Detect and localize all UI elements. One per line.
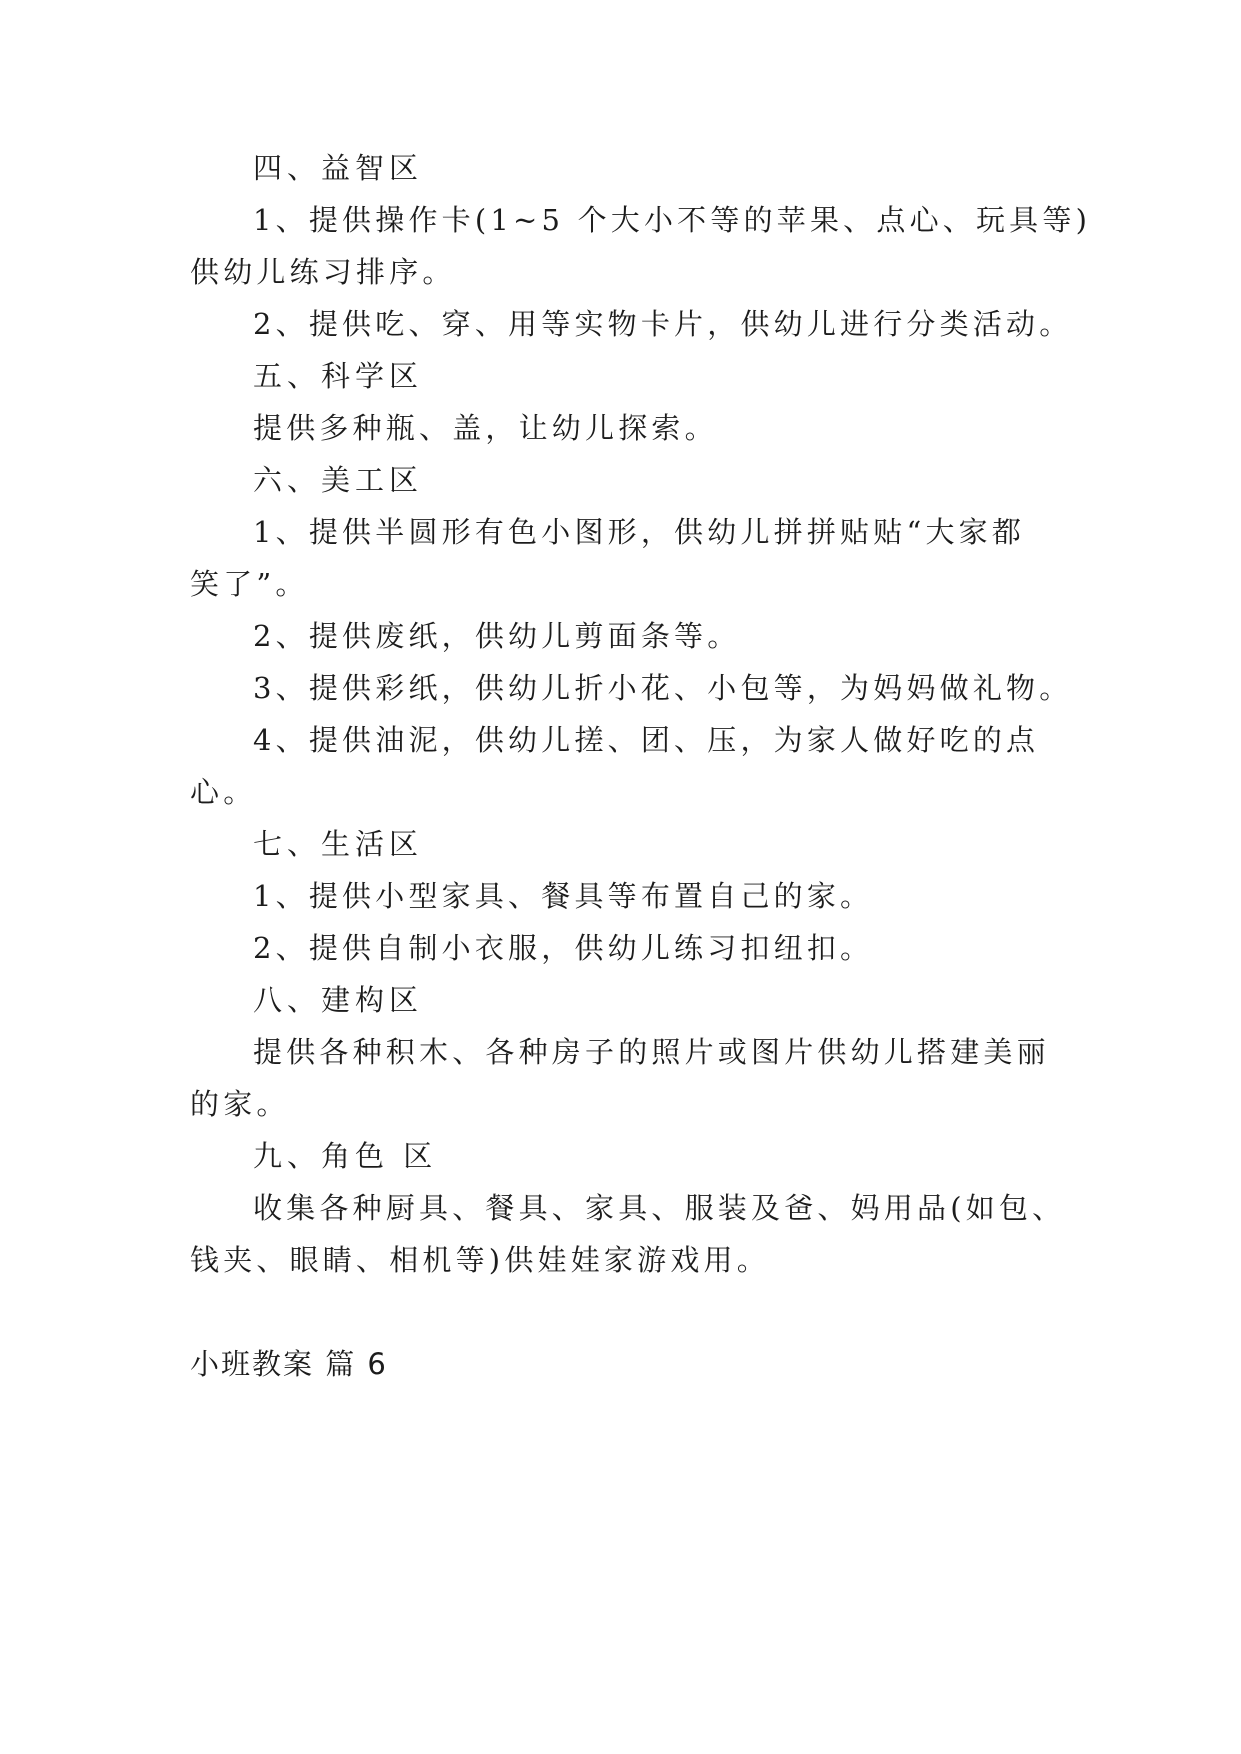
paragraph-line: 供幼儿练习排序。 xyxy=(190,255,456,289)
paragraph-line: 4、提供油泥，供幼儿搓、团、压，为家人做好吃的点 xyxy=(253,723,1040,757)
paragraph-line: 1、提供半圆形有色小图形，供幼儿拼拼贴贴“大家都 xyxy=(253,515,1026,549)
paragraph-line: 提供多种瓶、盖，让幼儿探索。 xyxy=(253,411,718,445)
paragraph-line: 1、提供操作卡(1~5 个大小不等的苹果、点心、玩具等) xyxy=(253,203,1092,237)
paragraph-line: 2、提供吃、穿、用等实物卡片，供幼儿进行分类活动。 xyxy=(253,307,1073,341)
paragraph-line: 提供各种积木、各种房子的照片或图片供幼儿搭建美丽 xyxy=(253,1035,1050,1069)
paragraph-line: 钱夹、眼睛、相机等)供娃娃家游戏用。 xyxy=(190,1243,770,1277)
heading-science-area: 五、科学区 xyxy=(253,359,424,393)
paragraph-line: 笑了”。 xyxy=(190,567,309,601)
heading-life-area: 七、生活区 xyxy=(253,827,424,861)
paragraph-line: 心。 xyxy=(190,775,257,809)
heading-art-area: 六、美工区 xyxy=(253,463,424,497)
heading-role-area: 九、角色 区 xyxy=(253,1139,438,1173)
paragraph-line: 收集各种厨具、餐具、家具、服装及爸、妈用品(如包、 xyxy=(253,1191,1066,1225)
heading-puzzle-area: 四、益智区 xyxy=(253,151,424,185)
section-title: 小班教案 篇 6 xyxy=(190,1347,388,1381)
paragraph-line: 2、提供废纸，供幼儿剪面条等。 xyxy=(253,619,741,653)
paragraph-line: 1、提供小型家具、餐具等布置自己的家。 xyxy=(253,879,874,913)
paragraph-line: 3、提供彩纸，供幼儿折小花、小包等，为妈妈做礼物。 xyxy=(253,671,1073,705)
paragraph-line: 2、提供自制小衣服，供幼儿练习扣纽扣。 xyxy=(253,931,874,965)
heading-construction-area: 八、建构区 xyxy=(253,983,424,1017)
paragraph-line: 的家。 xyxy=(190,1087,290,1121)
